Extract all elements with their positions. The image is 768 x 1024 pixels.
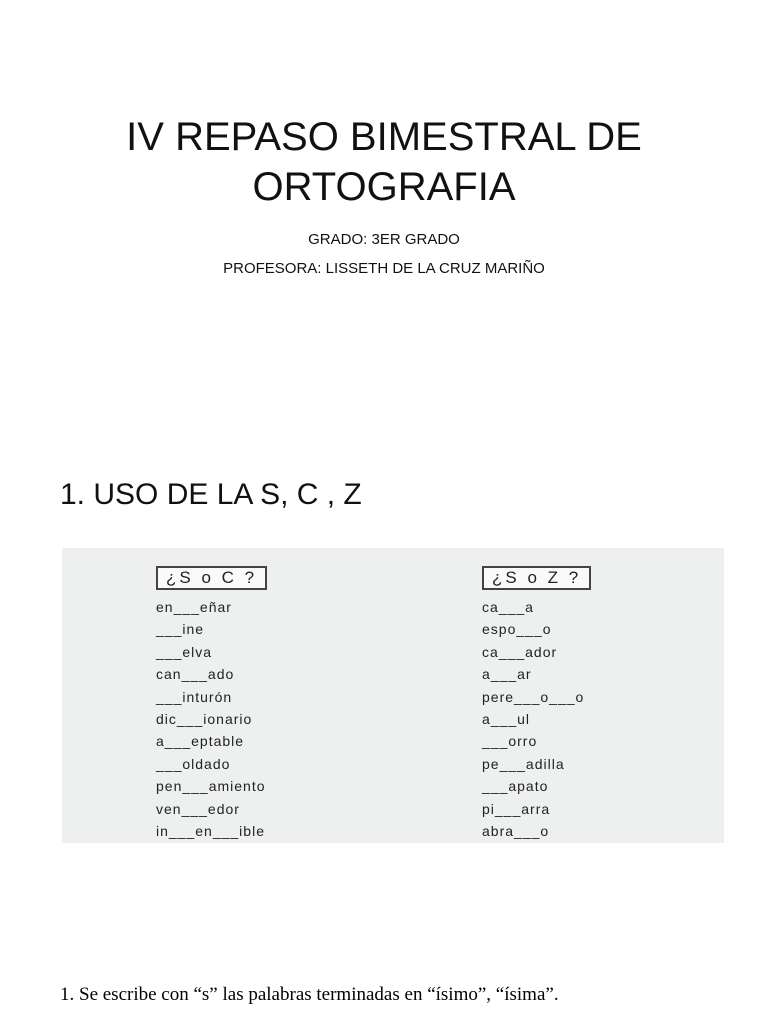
word-item: espo___o — [482, 621, 552, 638]
page-title — [0, 112, 768, 212]
s-or-c-list — [156, 596, 267, 842]
grade-label: GRADO: 3ER GRADO — [308, 231, 460, 248]
exercise-image — [62, 548, 724, 843]
word-item: en___eñar — [156, 599, 232, 615]
word-item: ca___ador — [482, 643, 558, 660]
word-item: ___oldado — [156, 755, 231, 772]
word-item: pe___adilla — [482, 755, 565, 772]
title-line-1: IV REPASO BIMESTRAL DE — [126, 115, 642, 159]
word-item: a___ar — [482, 666, 532, 683]
word-item: pere___o___o — [482, 688, 585, 705]
word-item: pen___amiento — [156, 778, 266, 795]
word-item: a___ul — [482, 711, 531, 728]
s-or-z-list — [482, 596, 591, 842]
word-item: ___inturón — [156, 688, 233, 705]
word-item: a___eptable — [156, 733, 245, 750]
word-item: in___en___ible — [156, 823, 265, 840]
s-or-z-header: ¿S o Z ? — [482, 566, 591, 590]
word-item: can___ado — [156, 666, 235, 683]
word-item: abra___o — [482, 823, 550, 840]
s-or-c-column — [156, 566, 267, 842]
word-item: ___elva — [156, 643, 213, 660]
word-item: pi___arra — [482, 800, 551, 817]
word-item: dic___ionario — [156, 711, 253, 728]
word-item: ven___edor — [156, 800, 240, 817]
spelling-rule-text: 1. Se escribe con “s” las palabras terminadas en “ísimo”, “ísima”. — [60, 984, 559, 1005]
word-item: ___orro — [482, 733, 538, 750]
word-item: ca___a — [482, 599, 534, 615]
section-heading: 1. USO DE LA S, C , Z — [60, 478, 362, 511]
word-item: ___apato — [482, 778, 549, 795]
word-item: ___ine — [156, 621, 205, 638]
title-line-2: ORTOGRAFIA — [252, 165, 516, 209]
s-or-c-header: ¿S o C ? — [156, 566, 267, 590]
s-or-z-column — [482, 566, 591, 842]
teacher-label: PROFESORA: LISSETH DE LA CRUZ MARIÑO — [223, 260, 545, 277]
